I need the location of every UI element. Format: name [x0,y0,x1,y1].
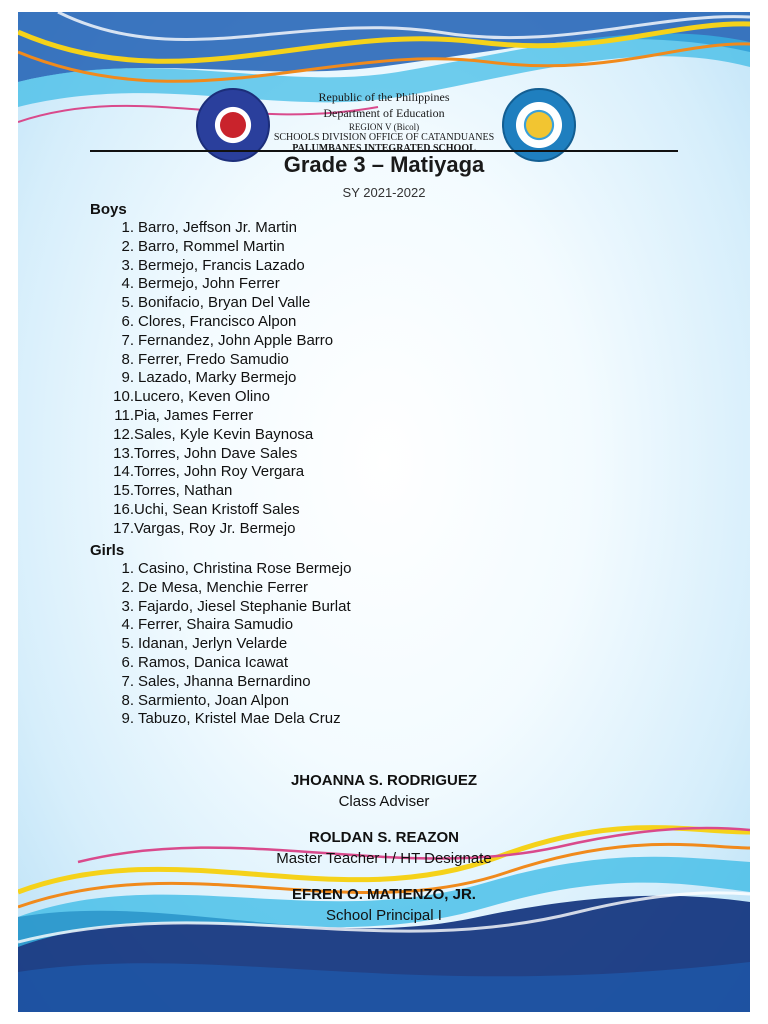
signatory-principal [18,886,750,924]
list-item-number: 2. [121,237,134,255]
list-item-name: Barro, Rommel Martin [138,237,285,255]
list-item-name: De Mesa, Menchie Ferrer [138,578,309,596]
list-item [96,219,333,238]
list-item-name: Clores, Francisco Alpon [138,312,297,330]
list-item-number: 5. [121,635,134,653]
list-item-number: 14. [113,463,134,481]
list-item-number: 5. [121,294,134,312]
list-item [96,426,333,445]
list-item [96,710,351,729]
signatory-role: School Principal I [326,907,442,924]
signatory-name: ROLDAN S. REAZON [309,829,459,846]
list-item-number: 9. [121,369,134,387]
list-item-number: 3. [121,597,134,615]
signatory-master-teacher [18,829,750,867]
list-item-number: 2. [121,578,134,596]
list-item-number: 12. [113,425,134,443]
class-list-sheet [18,12,750,1012]
letterhead [18,84,750,154]
list-item [96,598,351,617]
signatory-name: EFREN O. MATIENZO, JR. [292,886,476,903]
list-item-name: Bermejo, John Ferrer [138,275,280,293]
list-item-number: 6. [121,653,134,671]
page-title: Grade 3 – Matiyaga [283,152,485,177]
signatory-adviser [18,772,750,810]
list-item-number: 11. [114,406,134,424]
list-item-name: Idanan, Jerlyn Velarde [138,635,288,653]
list-item-name: Pia, James Ferrer [134,406,254,424]
list-item [96,482,333,501]
list-item-name: Sales, Kyle Kevin Baynosa [134,425,314,443]
list-item [96,692,351,711]
list-item [96,520,333,539]
boys-list [96,219,333,539]
list-item-number: 17. [113,519,134,537]
list-item [96,332,333,351]
list-item-name: Ramos, Danica Icawat [138,653,289,671]
list-item-name: Torres, John Roy Vergara [134,463,305,481]
list-item-name: Lazado, Marky Bermejo [138,369,297,387]
list-item-number: 4. [121,616,134,634]
list-item [96,351,333,370]
list-item-name: Ferrer, Fredo Samudio [138,350,289,368]
list-item [96,313,333,332]
school-year: SY 2021-2022 [342,185,426,200]
list-item-name: Torres, John Dave Sales [134,444,298,462]
list-item [96,238,333,257]
list-item-name: Sarmiento, Joan Alpon [138,691,289,709]
list-item-name: Vargas, Roy Jr. Bermejo [134,519,296,537]
list-item [96,407,333,426]
list-item [96,501,333,520]
list-item-number: 8. [121,691,134,709]
list-item-name: Sales, Jhanna Bernardino [138,672,311,690]
list-item [96,275,333,294]
list-item-number: 13. [113,444,134,462]
list-item [96,294,333,313]
list-item-name: Ferrer, Shaira Samudio [138,616,294,634]
list-item-name: Fajardo, Jiesel Stephanie Burlat [138,597,351,615]
list-item-number: 4. [121,275,134,293]
list-item [96,388,333,407]
signatory-role: Master Teacher I / HT Designate [276,850,492,867]
list-item [96,369,333,388]
letterhead-department: Department of Education [323,106,445,120]
list-item [96,560,351,579]
list-item-number: 9. [121,710,134,728]
list-item-number: 1. [121,560,134,577]
letterhead-region: REGION V (Bicol) [348,122,420,132]
list-item-number: 7. [121,331,134,349]
list-item [96,635,351,654]
letterhead-school: PALUMBANES INTEGRATED SCHOOL [292,143,476,154]
list-item-name: Bonifacio, Bryan Del Valle [138,294,311,312]
list-item [96,616,351,635]
boys-heading: Boys [90,201,127,218]
list-item-name: Lucero, Keven Olino [134,388,270,406]
list-item-number: 10. [113,388,134,406]
list-item-number: 3. [121,256,134,274]
list-item [96,579,351,598]
list-item-name: Barro, Jeffson Jr. Martin [138,219,297,236]
list-item-name: Tabuzo, Kristel Mae Dela Cruz [138,710,341,728]
list-item-number: 6. [121,312,134,330]
list-item [96,257,333,276]
list-item-number: 15. [113,482,134,500]
list-item-name: Uchi, Sean Kristoff Sales [134,500,300,518]
list-item-name: Casino, Christina Rose Bermejo [138,560,352,577]
list-item-name: Torres, Nathan [134,482,233,500]
girls-heading: Girls [90,542,125,559]
list-item [96,445,333,464]
letterhead-division: SCHOOLS DIVISION OFFICE OF CATANDUANES [273,132,495,143]
letterhead-republic: Republic of the Philippines [318,90,450,104]
signatory-name: JHOANNA S. RODRIGUEZ [290,772,478,789]
list-item-name: Fernandez, John Apple Barro [138,331,334,349]
list-item-number: 16. [113,500,134,518]
list-item [96,654,351,673]
list-item-name: Bermejo, Francis Lazado [138,256,305,274]
signatory-role: Class Adviser [338,793,430,810]
list-item-number: 7. [121,672,134,690]
list-item-number: 1. [121,219,134,236]
girls-list [96,560,351,729]
list-item [96,673,351,692]
list-item-number: 8. [121,350,134,368]
list-item [96,463,333,482]
